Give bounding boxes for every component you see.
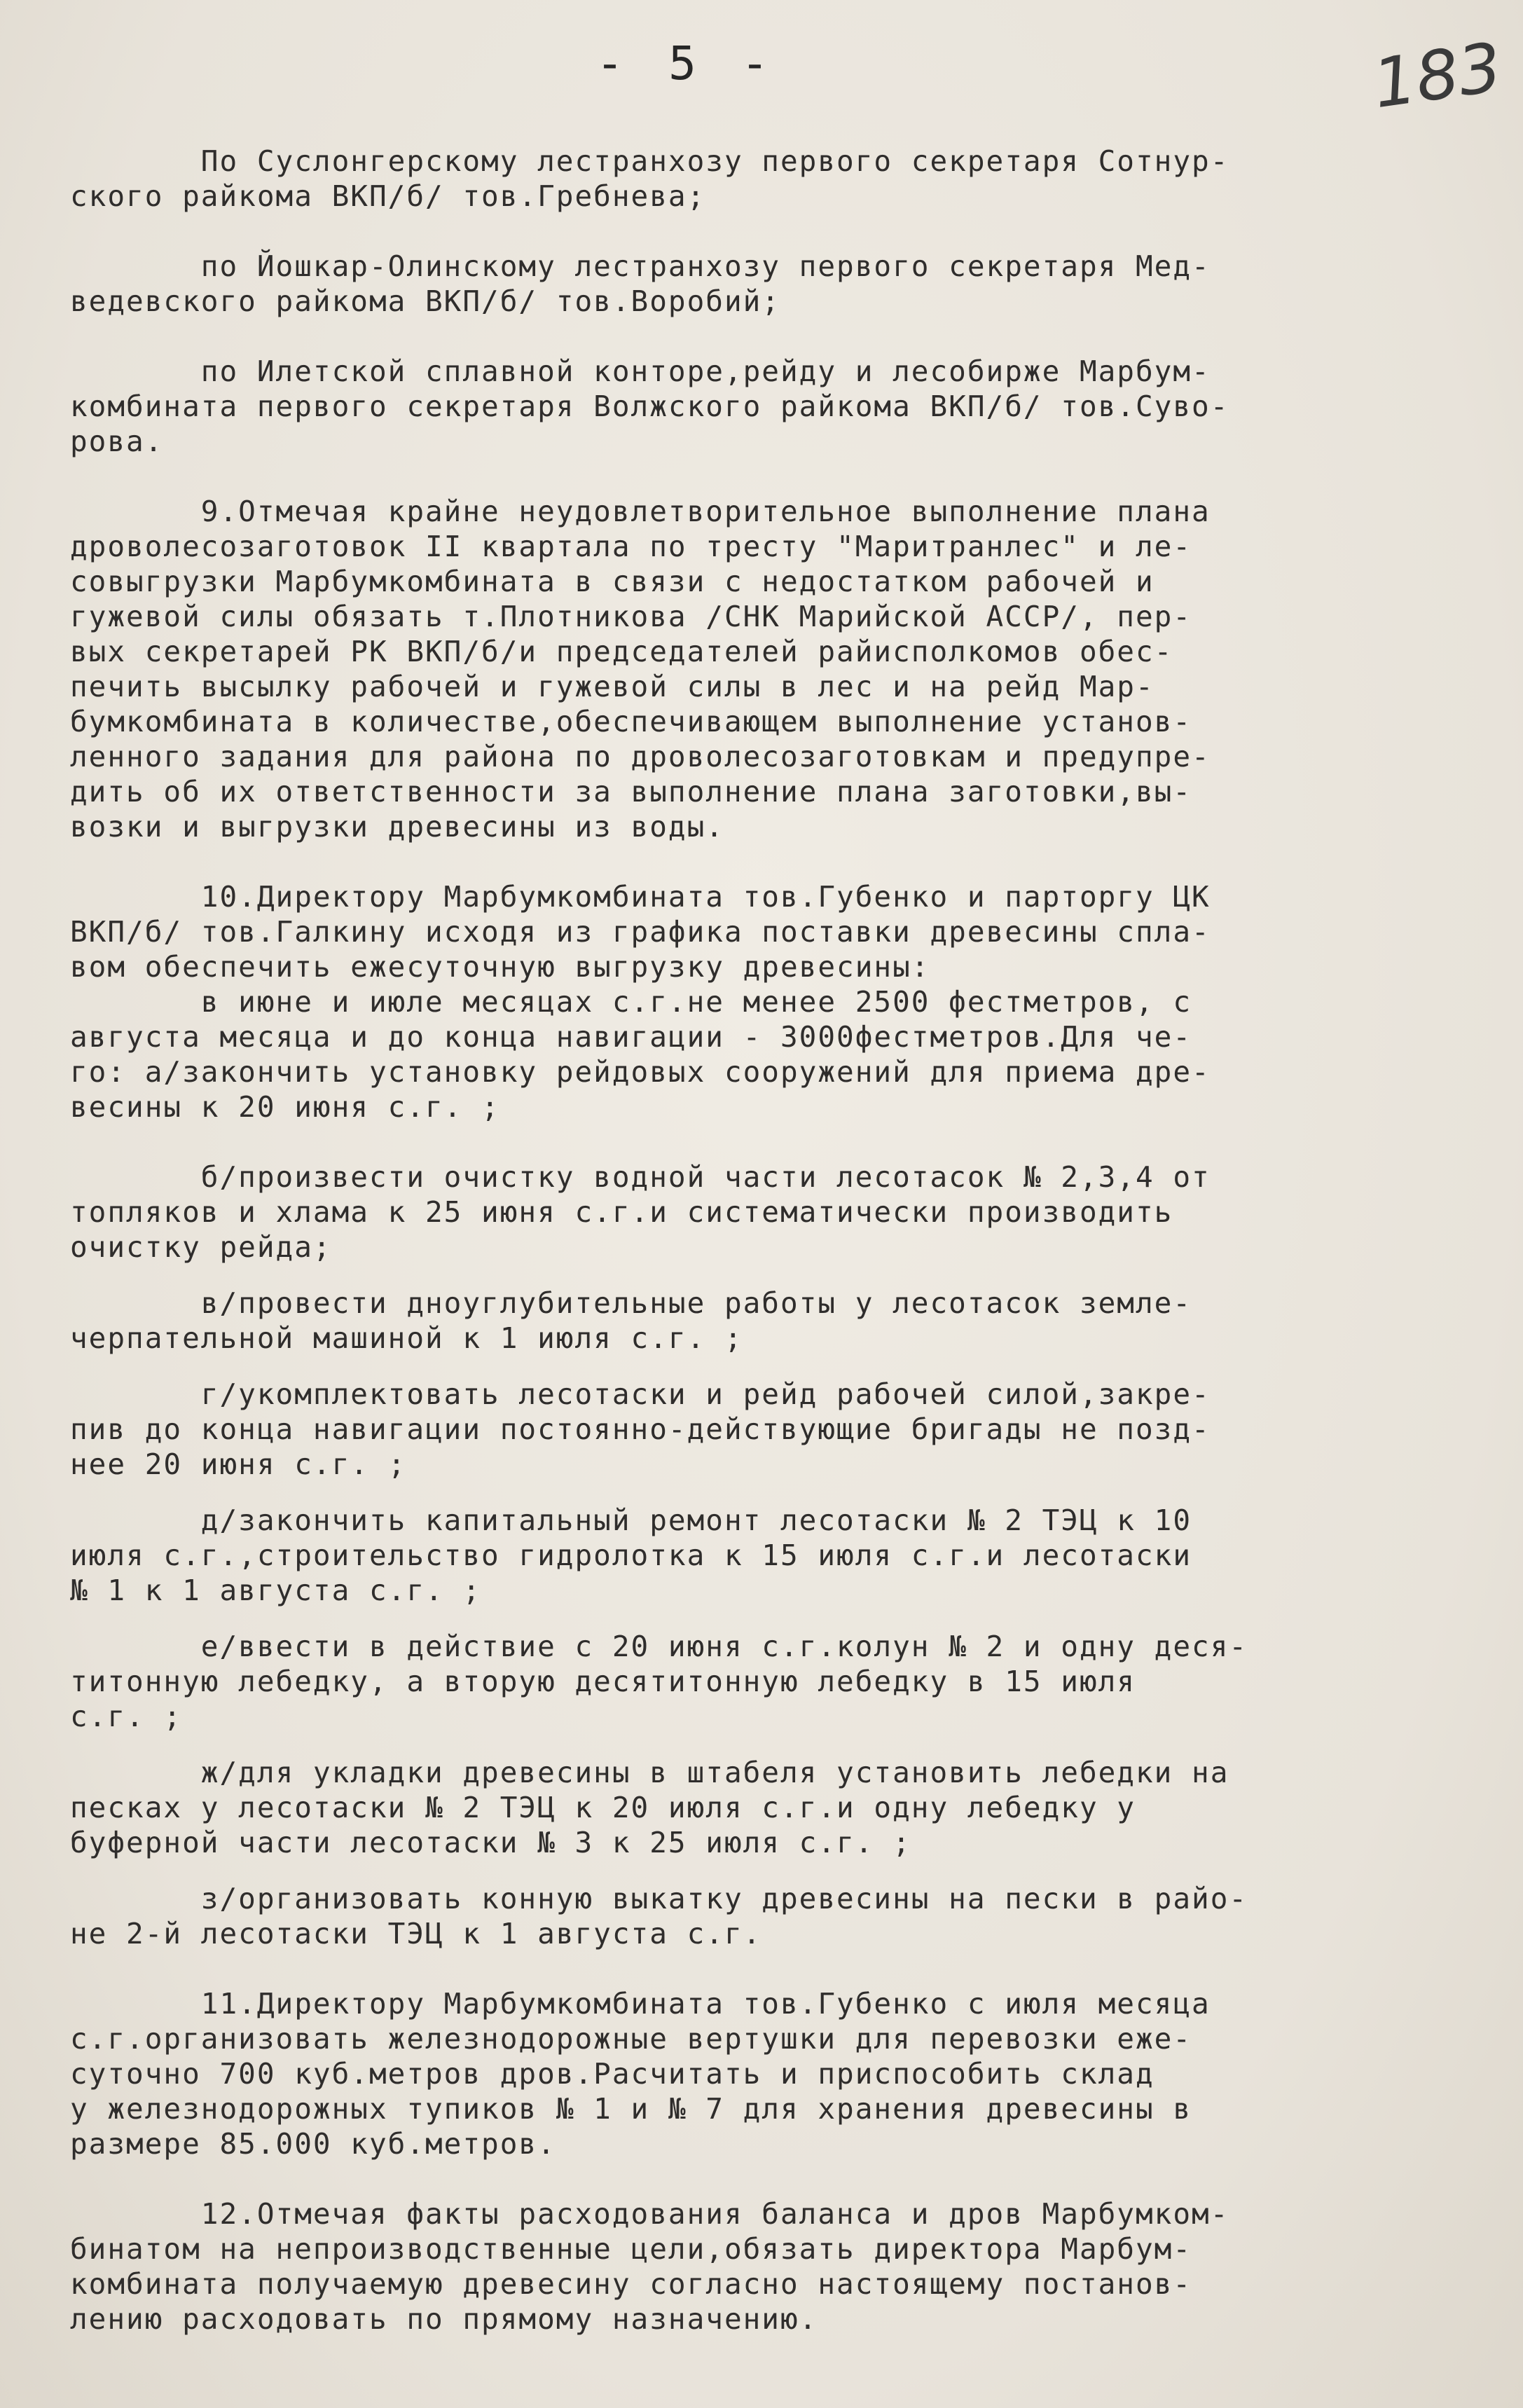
paragraph-yoshkar-ola: по Йошкар-Олинскому лестранхозу первого секретаря Мед- ведевского райкома ВКП/б/ тов.Воробий; <box>70 249 1211 318</box>
page-number: - 5 - <box>595 36 778 90</box>
paragraph-10-v: в/провести дноуглубительные работы у лесотасок земле- черпательной машиной к 1 июля с.г. ; <box>70 1286 1192 1355</box>
paragraph-12: 12.Отмечая факты расходования баланса и дров Марбумком- бинатом на непроизводственные цели,обязать директора Марбум- комбината получаемую древесину согласно настоящему постанов- лению расходовать по прямому назначению. <box>70 2197 1229 2336</box>
paragraph-10-g: г/укомплектовать лесотаски и рейд рабочей силой,закре- пив до конца навигации постоянно-действующие бригады не позд- нее 20 июня с.г. ; <box>70 1377 1211 1481</box>
paragraph-9: 9.Отмечая крайне неудовлетворительное выполнение плана дроволесозаготовок II квартала по тресту "Маритранлес" и ле- совыгрузки Марбумкомбината в связи с недостатком рабочей и гужевой силы обязать т.Плотникова /СНК Марийской АССР/, пер- вых секретарей РК ВКП/б/и председателей райисполкомов обес- печить высылку рабочей и гужевой силы в лес и на рейд Мар- бумкомбината в количестве,обеспечивающем выполнение установ- ленного задания для района по дроволесозаготовкам и предупре- дить об их ответственности за выполнение плана заготовки,вы- возки и выгрузки древесины из воды. <box>70 495 1211 844</box>
paragraph-10-d: д/закончить капитальный ремонт лесотаски № 2 ТЭЦ к 10 июля с.г.,строительство гидролотка к 15 июля с.г.и лесотаски № 1 к 1 августа с.г. ; <box>70 1504 1192 1607</box>
paragraph-10-e: е/ввести в действие с 20 июня с.г.колун № 2 и одну деся- титонную лебедку, а вторую десятитонную лебедку в 15 июля с.г. ; <box>70 1630 1248 1733</box>
paragraph-10-z: з/организовать конную выкатку древесины на пески в райо- не 2-й лесотаски ТЭЦ к 1 августа с.г. <box>70 1882 1248 1951</box>
paragraph-suslonger: По Суслонгерскому лестранхозу первого секретаря Сотнур- ского райкома ВКП/б/ тов.Гребнева; <box>70 144 1229 213</box>
document-body <box>70 144 1492 2372</box>
archive-folio-number: 183 <box>1368 27 1507 124</box>
paragraph-ilet: по Илетской сплавной конторе,рейду и лесобирже Марбум- комбината первого секретаря Волжского райкома ВКП/б/ тов.Суво- рова. <box>70 355 1229 458</box>
paragraph-10-b: б/произвести очистку водной части лесотасок № 2,3,4 от топляков и хлама к 25 июня с.г.и систематически производить очистку рейда; <box>70 1160 1211 1264</box>
paragraph-10: 10.Директору Марбумкомбината тов.Губенко и парторгу ЦК ВКП/б/ тов.Галкину исходя из графика поставки древесины спла- вом обеспечить ежесуточную выгрузку древесины: в июне и июле месяцах с.г.не менее 2500 фестметров, с августа месяца и до конца навигации - 3000фестметров.Для че- го: а/закончить установку рейдовых сооружений для приема дре- весины к 20 июня с.г. ; <box>70 880 1211 1124</box>
paragraph-11: 11.Директору Марбумкомбината тов.Губенко с июля месяца с.г.организовать железнодорожные вертушки для перевозки еже- суточно 700 куб.метров дров.Расчитать и приспособить склад у железнодорожных тупиков № 1 и № 7 для хранения древесины в размере 85.000 куб.метров. <box>70 1987 1211 2161</box>
paragraph-10-zh: ж/для укладки древесины в штабеля установить лебедки на песках у лесотаски № 2 ТЭЦ к 20 июля с.г.и одну лебедку у буферной части лесотаски № 3 к 25 июля с.г. ; <box>70 1756 1229 1859</box>
